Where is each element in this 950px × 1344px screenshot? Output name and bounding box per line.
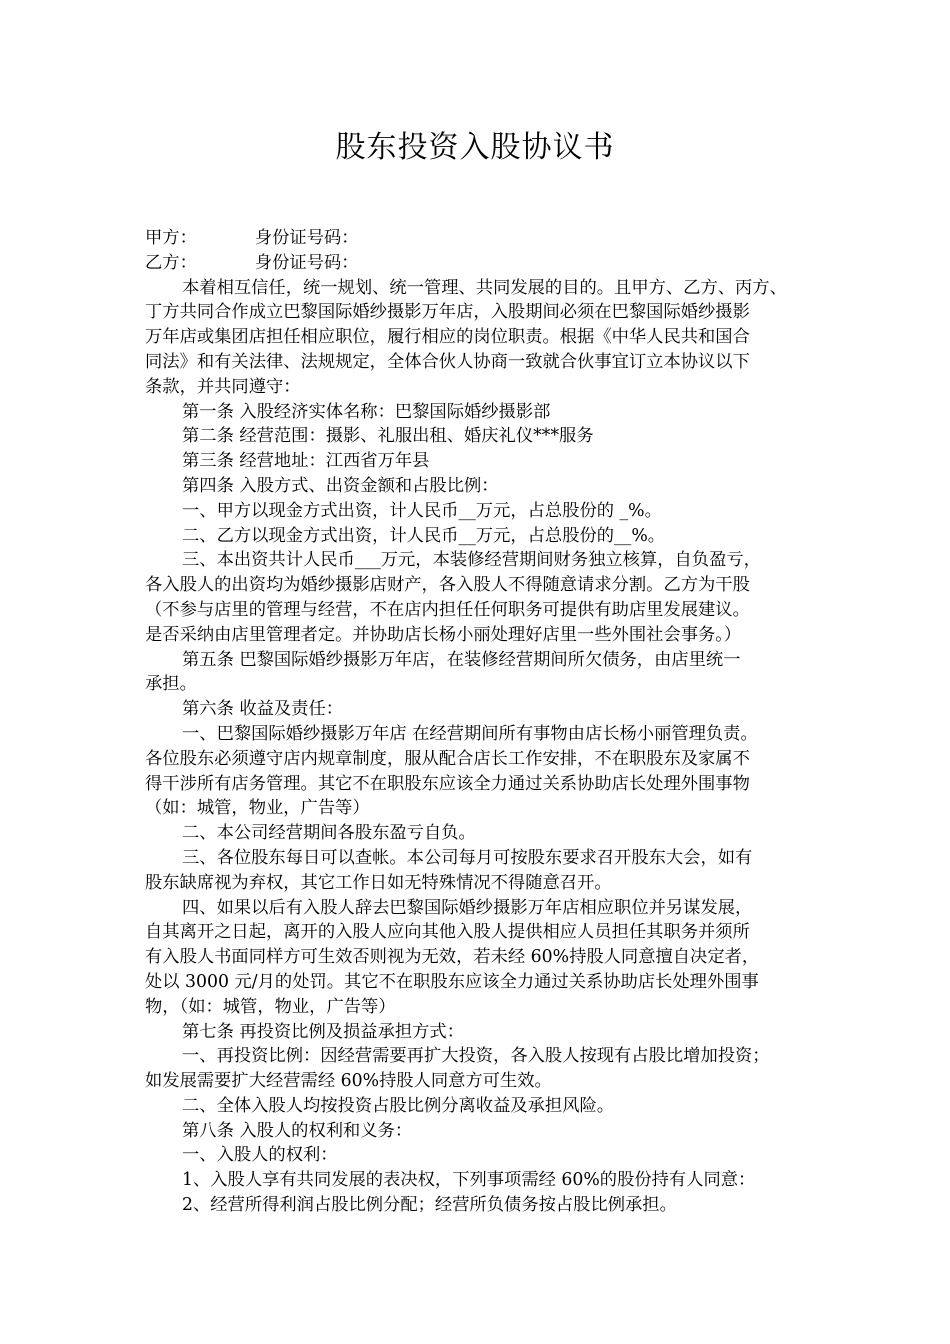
text-line: 如发展需要扩大经营需经 60%持股人同意方可生效。 bbox=[145, 1071, 552, 1092]
text-line: 有入股人书面同样方可生效否则视为无效，若未经 60%持股人同意擅自决定者， bbox=[145, 947, 760, 968]
text-line: 一、再投资比例：因经营需要再扩大投资，各入股人按现有占股比增加投资； bbox=[182, 1046, 770, 1067]
text-line: 得干涉所有店务管理。其它不在职股东应该全力通过关系协助店长处理外围事物 bbox=[145, 773, 750, 794]
text-line: 第八条 入股人的权利和义务： bbox=[182, 1120, 413, 1141]
text-line: 第六条 收益及责任： bbox=[182, 699, 344, 720]
text-line: 处以 3000 元/月的处罚。其它不在职股东应该全力通过关系协助店长处理外围事 bbox=[145, 971, 759, 992]
text-line: 条款，并共同遵守： bbox=[145, 376, 301, 397]
text-line: 同法》和有关法律、法规规定，全体合伙人协商一致就合伙事宜订立本协议以下 bbox=[145, 351, 750, 372]
text-line: 自其离开之日起，离开的入股人应向其他入股人提供相应人员担任其职务并须所 bbox=[145, 922, 750, 943]
party-a-line bbox=[145, 226, 810, 251]
party-a-label: 甲方： bbox=[145, 228, 197, 248]
text-line: 二、乙方以现金方式出资，计人民币__万元，占总股份的__%。 bbox=[182, 525, 666, 546]
document-title: 股东投资入股协议书 bbox=[335, 130, 615, 165]
text-line: 物，（如：城管，物业，广告等） bbox=[145, 996, 396, 1017]
party-b-label: 乙方： bbox=[145, 252, 197, 273]
text-line: 第三条 经营地址：江西省万年县 bbox=[182, 451, 430, 472]
party-a-id-label: 身份证号码： bbox=[254, 228, 359, 248]
agreement-text bbox=[145, 276, 810, 1218]
text-line: 第一条 入股经济实体名称：巴黎国际婚纱摄影部 bbox=[182, 401, 551, 422]
text-line: 万年店或集团店担任相应职位，履行相应的岗位职责。根据《中华人民共和国合 bbox=[145, 327, 750, 348]
text-line: 各入股人的出资均为婚纱摄影店财产，各入股人不得随意请求分割。乙方为干股 bbox=[145, 575, 750, 596]
text-line: 第二条 经营范围：摄影、礼服出租、婚庆礼仪***服务 bbox=[182, 426, 594, 447]
text-line: 二、全体入股人均按投资占股比例分离收益及承担风险。 bbox=[182, 1095, 615, 1116]
text-line: 是否采纳由店里管理者定。并协助店长杨小丽处理好店里一些外围社会事务。） bbox=[145, 624, 742, 645]
text-line: 一、入股人的权利： bbox=[182, 1145, 338, 1166]
text-line: 第四条 入股方式、出资金额和占股比例： bbox=[182, 475, 499, 496]
party-b-id-label: 身份证号码： bbox=[254, 252, 359, 273]
text-line: （不参与店里的管理与经营，不在店内担任任何职务可提供有助店里发展建议。 bbox=[145, 599, 750, 620]
text-line: 三、本出资共计人民币___万元，本装修经营期间财务独立核算，自负盈亏， bbox=[182, 550, 761, 571]
text-line: 丁方共同合作成立巴黎国际婚纱摄影万年店，入股期间必须在巴黎国际婚纱摄影 bbox=[145, 302, 750, 323]
text-line: 一、甲方以现金方式出资，计人民币__万元，占总股份的 _%。 bbox=[182, 500, 662, 521]
text-line: 承担。 bbox=[145, 674, 197, 695]
party-b-line bbox=[145, 251, 810, 276]
text-line: 一、巴黎国际婚纱摄影万年店 在经营期间所有事物由店长杨小丽管理负责。 bbox=[182, 723, 758, 744]
text-line: 第五条 巴黎国际婚纱摄影万年店，在装修经营期间所欠债务，由店里统一 bbox=[182, 649, 741, 670]
text-line: 1、入股人享有共同发展的表决权，下列事项需经 60%的股份持有人同意： bbox=[182, 1170, 756, 1191]
text-line: 2、经营所得利润占股比例分配；经营所负债务按占股比例承担。 bbox=[182, 1195, 677, 1216]
text-line: 各位股东必须遵守店内规章制度，服从配合店长工作安排，不在职股东及家属不 bbox=[145, 748, 750, 769]
document-body bbox=[145, 226, 810, 1218]
text-line: 三、各位股东每日可以查帐。本公司每月可按股东要求召开股东大会，如有 bbox=[182, 847, 753, 868]
text-line: 四、如果以后有入股人辞去巴黎国际婚纱摄影万年店相应职位并另谋发展， bbox=[182, 897, 753, 918]
text-line: 股东缺席视为弃权，其它工作日如无特殊情况不得随意召开。 bbox=[145, 872, 612, 893]
text-line: （如：城管，物业，广告等） bbox=[145, 798, 370, 819]
text-line: 二、本公司经营期间各股东盈亏自负。 bbox=[182, 823, 476, 844]
text-line: 第七条 再投资比例及损益承担方式： bbox=[182, 1021, 464, 1042]
text-line: 本着相互信任，统一规划、统一管理、共同发展的目的。且甲方、乙方、丙方、 bbox=[182, 277, 787, 298]
